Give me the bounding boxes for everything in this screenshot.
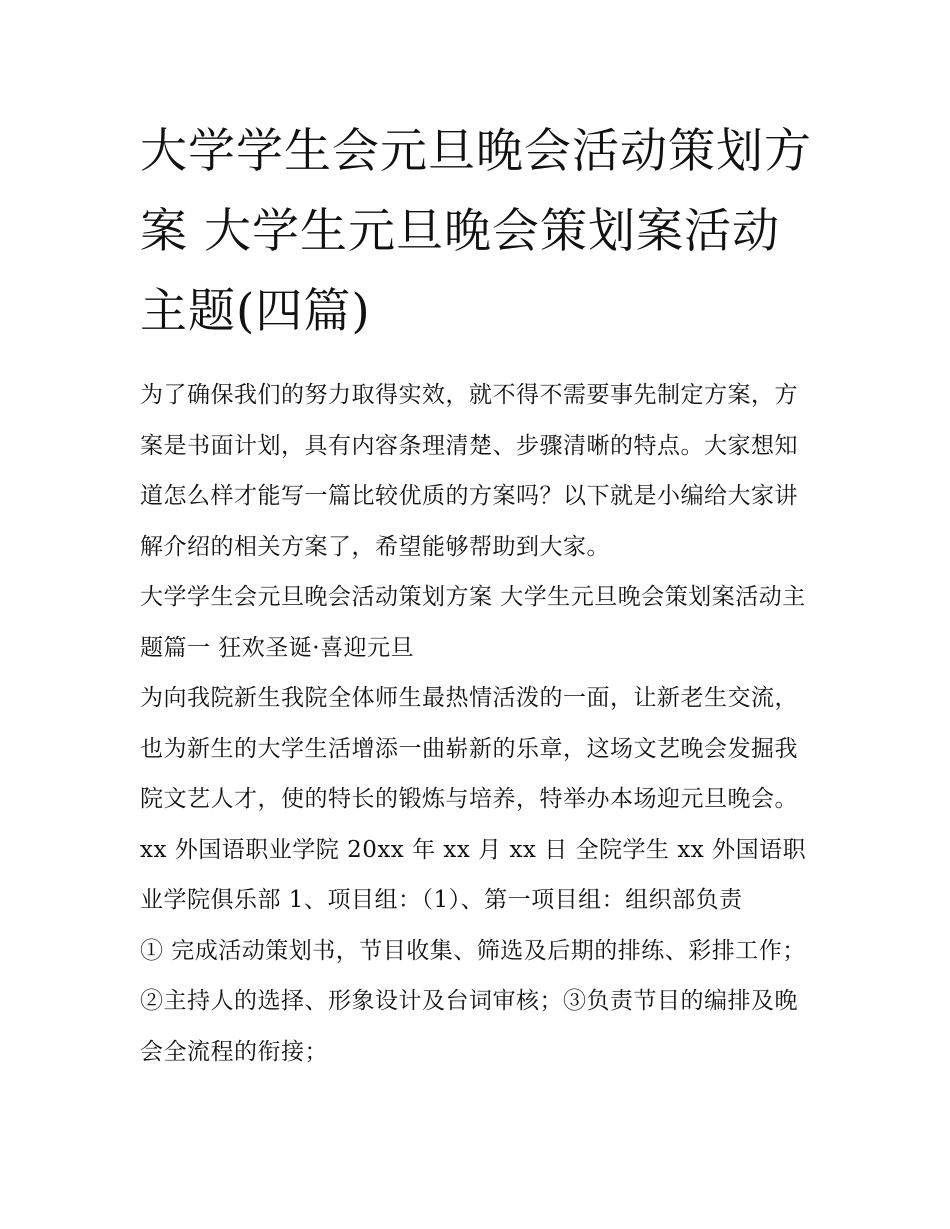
details-paragraph: xx 外国语职业学院 20xx 年 xx 月 xx 日 全院学生 xx 外国语职业学院俱乐部 1、项目组：（1）、第一项目组：组织部负责 [140,836,807,913]
intro-paragraph: 为了确保我们的努力取得实效，就不得不需要事先制定方案，方案是书面计划，具有内容条理清楚、步骤清晰的特点。大家想知道怎么样才能写一篇比较优质的方案吗？以下就是小编给大家讲解介绍的相关方案了，希望能够帮助到大家。 [140,382,798,560]
document-body [140,370,820,1077]
document-title: 大学学生会元旦晚会活动策划方案 大学生元旦晚会策划案活动主题(四篇) [140,124,812,339]
document-page [140,112,820,1077]
section-heading-paragraph: 大学学生会元旦晚会活动策划方案 大学生元旦晚会策划案活动主题篇一 狂欢圣诞·喜迎元旦 [140,584,806,661]
tasks-paragraph: ① 完成活动策划书，节目收集、筛选及后期的排练、彩排工作；②主持人的选择、形象设计及台词审核；③负责节目的编排及晚会全流程的衔接； [140,937,806,1065]
purpose-paragraph: 为向我院新生我院全体师生最热情活泼的一面，让新老生交流，也为新生的大学生活增添一曲崭新的乐章，这场文艺晚会发掘我院文艺人才，使的特长的锻炼与培养，特举办本场迎元旦晚会。 [140,685,798,812]
